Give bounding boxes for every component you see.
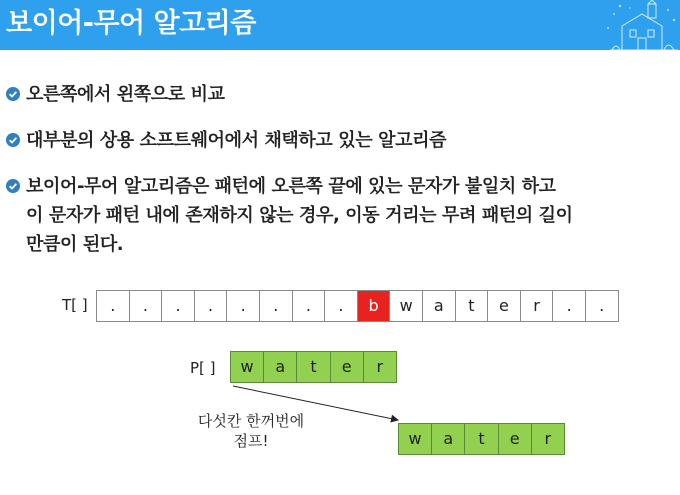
bullet-text-line: 보이어-무어 알고리즘은 패턴에 오른쪽 끝에 있는 문자가 불일치 하고 [26, 176, 556, 197]
shifted-pattern-cell: e [499, 423, 532, 455]
text-cell: . [586, 290, 619, 322]
text-cell: . [227, 290, 260, 322]
text-cell: t [456, 290, 489, 322]
pattern-cell: e [331, 351, 364, 383]
pattern-cell: r [364, 351, 397, 383]
slide-title: 보이어-무어 알고리즘 [6, 8, 256, 39]
text-cell: . [293, 290, 326, 322]
shifted-pattern-array [398, 423, 565, 455]
text-cell: . [130, 290, 163, 322]
bullet-text: 대부분의 상용 소프트웨어에서 채택하고 있는 알고리즘 [26, 130, 447, 151]
text-cell: . [260, 290, 293, 322]
mismatch-cell: b [358, 290, 391, 322]
shifted-pattern-cell: t [465, 423, 498, 455]
bullet-text-line: 이 문자가 패턴 내에 존재하지 않는 경우, 이동 거리는 무려 패턴의 길이 [26, 205, 573, 226]
pattern-cell: a [264, 351, 297, 383]
text-array-label: T[ ] [62, 296, 88, 314]
pattern-cell: t [297, 351, 330, 383]
text-cell: . [553, 290, 586, 322]
bullet-text-line: 만큼이 된다. [26, 234, 124, 255]
text-cell: a [423, 290, 456, 322]
pattern-cell: w [231, 351, 264, 383]
jump-note-line: 다섯칸 한꺼번에 [197, 412, 305, 430]
jump-note [186, 411, 316, 451]
text-cell: r [521, 290, 554, 322]
shifted-pattern-cell: w [399, 423, 432, 455]
text-cell: . [162, 290, 195, 322]
text-cell: . [97, 290, 130, 322]
text-cell: e [488, 290, 521, 322]
pattern-array-label: P[ ] [190, 359, 216, 377]
jump-note-line: 점프! [233, 432, 269, 450]
shifted-pattern-cell: r [532, 423, 565, 455]
text-cell: . [325, 290, 358, 322]
bullet-text: 오른쪽에서 왼쪽으로 비교 [26, 84, 225, 105]
text-cell: w [390, 290, 423, 322]
text-cell: . [195, 290, 228, 322]
shifted-pattern-cell: a [432, 423, 465, 455]
